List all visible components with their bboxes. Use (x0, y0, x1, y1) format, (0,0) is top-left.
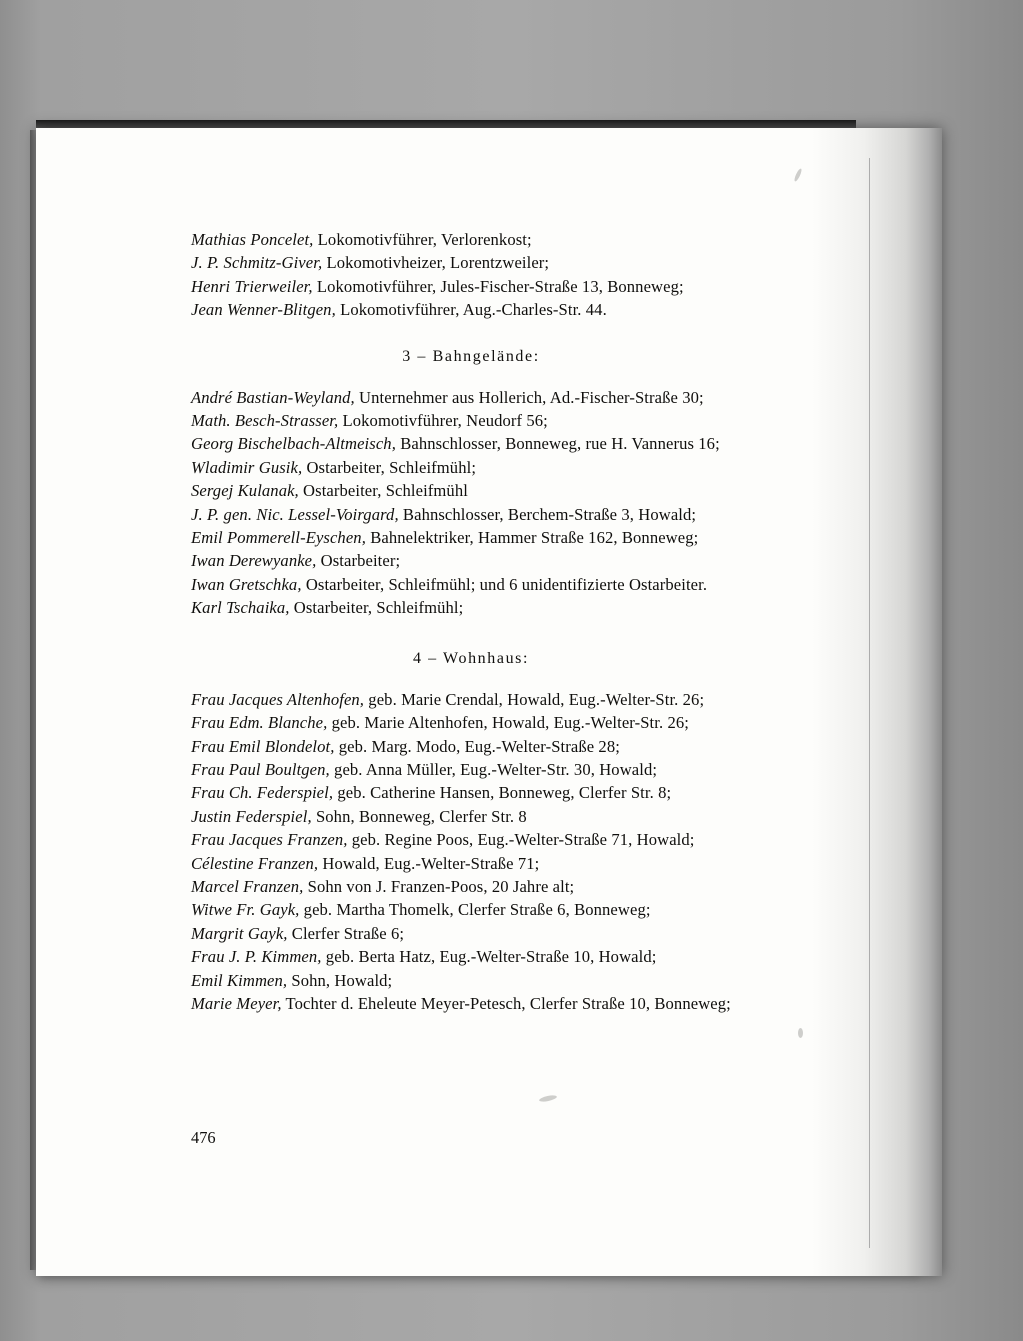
entry-name: Marcel Franzen, (191, 876, 304, 896)
entry-name: Marie Meyer, (191, 993, 282, 1013)
entry-name: Frau J. P. Kimmen, (191, 947, 322, 967)
entry-detail: Bahnelektriker, Hammer Straße 162, Bonneweg; (365, 528, 699, 548)
entry-name: Sergej Kulanak, (191, 481, 299, 501)
page-number: 476 (191, 1128, 216, 1147)
entry-detail: Tochter d. Eheleute Meyer-Petesch, Clerfer Straße 10, Bonneweg; (281, 993, 731, 1013)
list-item (191, 969, 751, 992)
entry-detail: geb. Catherine Hansen, Bonneweg, Clerfer Str. 8; (333, 783, 672, 803)
entry-name: Frau Paul Boultgen, (191, 759, 330, 779)
entry-block-1 (191, 228, 751, 322)
entry-name: J. P. gen. Nic. Lessel-Voirgard, (191, 504, 399, 524)
scan-artifact (798, 1028, 803, 1038)
entry-detail: Ostarbeiter; (316, 551, 401, 571)
book-page (36, 128, 942, 1276)
entry-name: Henri Trierweiler, (191, 276, 313, 296)
entry-detail: geb. Berta Hatz, Eug.-Welter-Straße 10, Howald; (321, 947, 657, 967)
entry-name: Jean Wenner-Blitgen, (191, 300, 336, 320)
entry-detail: Unternehmer aus Hollerich, Ad.-Fischer-Straße 30; (354, 387, 704, 407)
entry-detail: Ostarbeiter, Schleifmühl; und 6 unidentifizierte Ostarbeiter. (301, 574, 708, 594)
entry-detail: Lokomotivführer, Neudorf 56; (338, 411, 548, 431)
list-item (191, 688, 751, 711)
page-text-column (191, 228, 751, 1015)
list-item (191, 898, 751, 921)
entry-detail: Lokomotivführer, Jules-Fischer-Straße 13, Bonneweg; (312, 276, 684, 296)
entry-name: Célestine Franzen, (191, 853, 319, 873)
entry-name: Iwan Gretschka, (191, 574, 302, 594)
list-item (191, 479, 751, 502)
section-heading-3: 3 – Bahngelände: (402, 347, 540, 365)
section-heading-4: 4 – Wohnhaus: (412, 649, 530, 667)
entry-name: Frau Jacques Altenhofen, (191, 689, 365, 709)
entry-name: Frau Ch. Federspiel, (191, 783, 334, 803)
entry-detail: Lokomotivführer, Verlorenkost; (313, 230, 532, 249)
list-item (191, 758, 751, 781)
list-item (191, 805, 751, 828)
list-item (191, 386, 751, 409)
list-item (191, 828, 751, 851)
entry-name: Wladimir Gusik, (191, 457, 303, 477)
entry-name: Frau Edm. Blanche, (191, 713, 328, 733)
entry-name: J. P. Schmitz-Giver, (191, 253, 323, 273)
list-item (191, 275, 751, 298)
entry-detail: Bahnschlosser, Berchem-Straße 3, Howald; (398, 504, 697, 524)
entry-detail: Bahnschlosser, Bonneweg, rue H. Vannerus 16; (395, 434, 720, 454)
list-item (191, 711, 751, 734)
list-item (191, 922, 751, 945)
entry-detail: geb. Anna Müller, Eug.-Welter-Str. 30, Howald; (329, 759, 658, 779)
list-item (191, 735, 751, 758)
entry-detail: Sohn, Howald; (287, 970, 393, 990)
entry-detail: Sohn, Bonneweg, Clerfer Str. 8 (311, 806, 527, 826)
list-item (191, 409, 751, 432)
entry-name: Frau Emil Blondelot, (191, 736, 335, 756)
list-item (191, 228, 751, 251)
entry-detail: Clerfer Straße 6; (287, 923, 405, 943)
list-item (191, 852, 751, 875)
entry-detail: geb. Regine Poos, Eug.-Welter-Straße 71, Howald; (347, 830, 695, 850)
scan-artifact (793, 168, 803, 182)
list-item (191, 781, 751, 804)
list-item (191, 992, 751, 1015)
entry-detail: Ostarbeiter, Schleifmühl; (289, 598, 464, 618)
list-item (191, 573, 751, 596)
list-item (191, 503, 751, 526)
entry-detail: Howald, Eug.-Welter-Straße 71; (318, 853, 540, 873)
entry-name: Justin Federspiel, (191, 806, 312, 826)
entry-detail: Lokomotivheizer, Lorentzweiler; (322, 253, 550, 273)
page-gutter-shading (812, 128, 942, 1276)
entry-block-3 (191, 688, 751, 1016)
entry-name: Witwe Fr. Gayk, (191, 900, 300, 920)
list-item (191, 298, 751, 321)
list-item (191, 945, 751, 968)
list-item (191, 526, 751, 549)
page-edge-line (869, 158, 870, 1248)
entry-name: Emil Pommerell-Eyschen, (191, 528, 366, 548)
entry-name: Karl Tschaika, (191, 598, 290, 618)
entry-detail: Ostarbeiter, Schleifmühl; (302, 457, 477, 477)
entry-name: André Bastian-Weyland, (191, 387, 355, 407)
entry-name: Frau Jacques Franzen, (191, 830, 348, 850)
list-item (191, 456, 751, 479)
entry-detail: geb. Martha Thomelk, Clerfer Straße 6, Bonneweg; (299, 900, 651, 920)
list-item (191, 251, 751, 274)
entry-name: Math. Besch-Strasser, (191, 411, 339, 431)
list-item (191, 549, 751, 572)
entry-detail: geb. Marie Altenhofen, Howald, Eug.-Welter-Str. 26; (327, 713, 689, 733)
entry-detail: Ostarbeiter, Schleifmühl (298, 481, 468, 501)
list-item (191, 432, 751, 455)
entry-detail: Lokomotivführer, Aug.-Charles-Str. 44. (335, 300, 607, 320)
entry-detail: geb. Marie Crendal, Howald, Eug.-Welter-Str. 26; (364, 689, 705, 709)
entry-name: Mathias Poncelet, (191, 230, 314, 249)
entry-block-2 (191, 386, 751, 620)
entry-name: Margrit Gayk, (191, 923, 288, 943)
scan-artifact (539, 1094, 558, 1103)
entry-detail: Sohn von J. Franzen-Poos, 20 Jahre alt; (303, 876, 575, 896)
list-item (191, 596, 751, 619)
entry-detail: geb. Marg. Modo, Eug.-Welter-Straße 28; (334, 736, 620, 756)
entry-name: Iwan Derewyanke, (191, 551, 317, 571)
entry-name: Emil Kimmen, (191, 970, 288, 990)
list-item (191, 875, 751, 898)
entry-name: Georg Bischelbach-Altmeisch, (191, 434, 396, 454)
